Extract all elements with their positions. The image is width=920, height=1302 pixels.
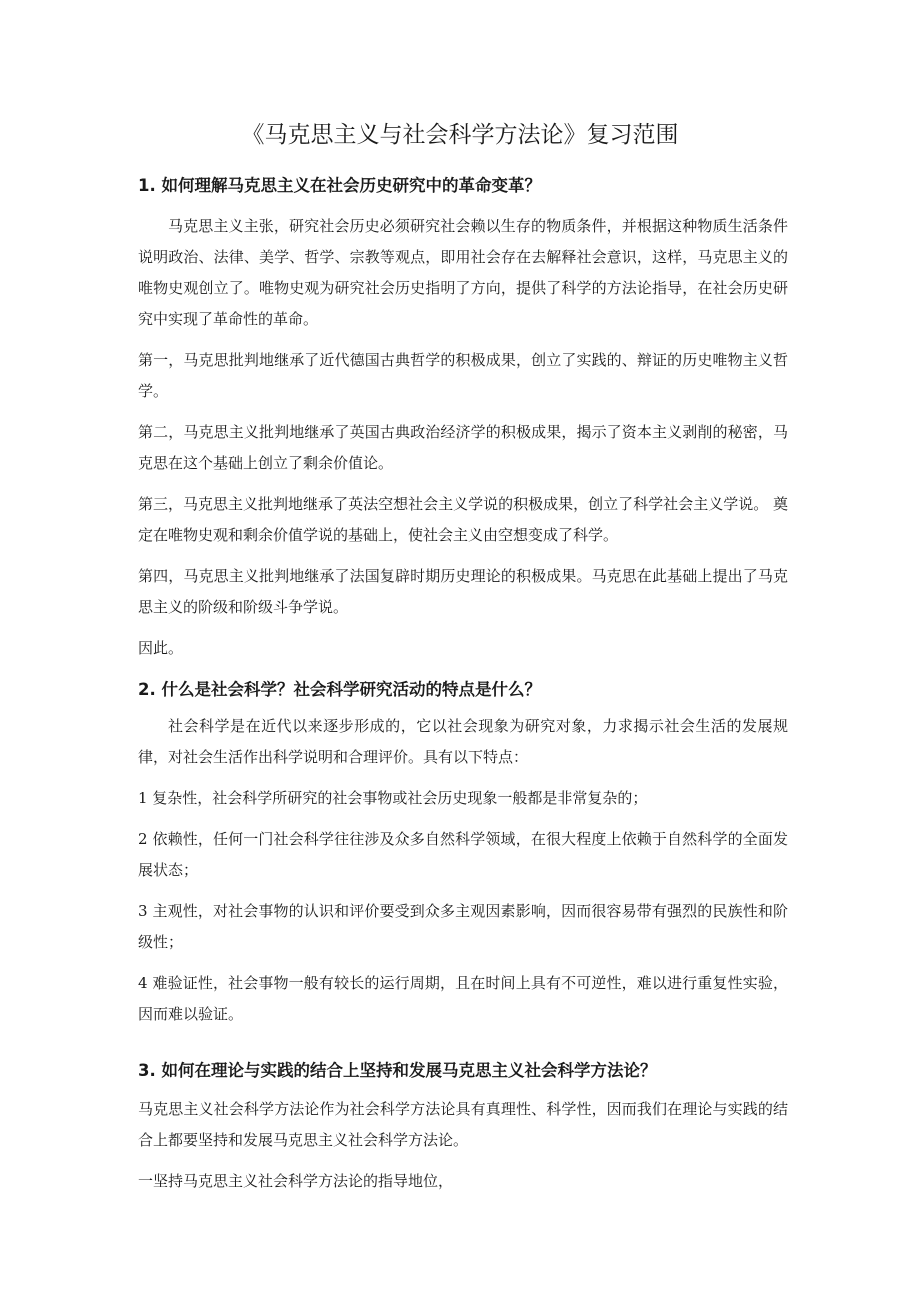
section-1-paragraph-5: 第四，马克思主义批判地继承了法国复辟时期历史理论的积极成果。马克思在此基础上提出了马克思主义的阶级和阶级斗争学说。 (138, 567, 788, 616)
section-1-paragraph-4: 第三，马克思主义批判地继承了英法空想社会主义学说的积极成果，创立了科学社会主义学说。 奠定在唯物史观和剩余价值学说的基础上，使社会主义由空想变成了科学。 (138, 495, 788, 544)
section-2-paragraph-2: 1 复杂性，社会科学所研究的社会事物或社会历史现象一般都是非常复杂的； (138, 789, 648, 807)
section-2-paragraph-3: 2 依赖性，任何一门社会科学往往涉及众多自然科学领域，在很大程度上依赖于自然科学的全面发展状态； (138, 830, 788, 879)
section-1-heading: 1. 如何理解马克思主义在社会历史研究中的革命变革？ (138, 176, 541, 195)
document-title: 《马克思主义与社会科学方法论》复习范围 (241, 122, 679, 148)
section-2-paragraph-5: 4 难验证性，社会事物一般有较长的运行周期，且在时间上具有不可逆性，难以进行重复性实验，因而难以验证。 (138, 974, 788, 1023)
section-3-heading: 3. 如何在理论与实践的结合上坚持和发展马克思主义社会科学方法论？ (138, 1061, 657, 1080)
section-1-paragraph-3: 第二，马克思主义批判地继承了英国古典政治经济学的积极成果，揭示了资本主义剥削的秘密，马克思在这个基础上创立了剩余价值论。 (138, 423, 788, 472)
section-1 (138, 173, 788, 664)
section-2-heading: 2. 什么是社会科学？社会科学研究活动的特点是什么？ (138, 680, 541, 699)
section-2 (138, 677, 788, 1030)
section-2-paragraph-4: 3 主观性，对社会事物的认识和评价要受到众多主观因素影响，因而很容易带有强烈的民族性和阶级性； (138, 902, 788, 951)
section-1-paragraph-2: 第一，马克思批判地继承了近代德国古典哲学的积极成果，创立了实践的、辩证的历史唯物主义哲学。 (138, 351, 788, 400)
section-1-paragraph-1: 马克思主义主张，研究社会历史必须研究社会赖以生存的物质条件，并根据这种物质生活条件说明政治、法律、美学、哲学、宗教等观点，即用社会存在去解释社会意识，这样，马克思主义的唯物史观创立了。唯物史观为研究社会历史指明了方向，提供了科学的方法论指导，在社会历史研究中实现了革命性的革命。 (138, 217, 788, 328)
section-2-paragraph-1: 社会科学是在近代以来逐步形成的，它以社会现象为研究对象，力求揭示社会生活的发展规律，对社会生活作出科学说明和合理评价。具有以下特点： (138, 717, 788, 766)
section-3-paragraph-2: 一坚持马克思主义社会科学方法论的指导地位， (138, 1172, 454, 1190)
section-3-paragraph-1: 马克思主义社会科学方法论作为社会科学方法论具有真理性、科学性，因而我们在理论与实践的结合上都要坚持和发展马克思主义社会科学方法论。 (138, 1100, 788, 1149)
section-1-paragraph-6: 因此。 (138, 639, 184, 657)
section-3 (138, 1058, 788, 1197)
